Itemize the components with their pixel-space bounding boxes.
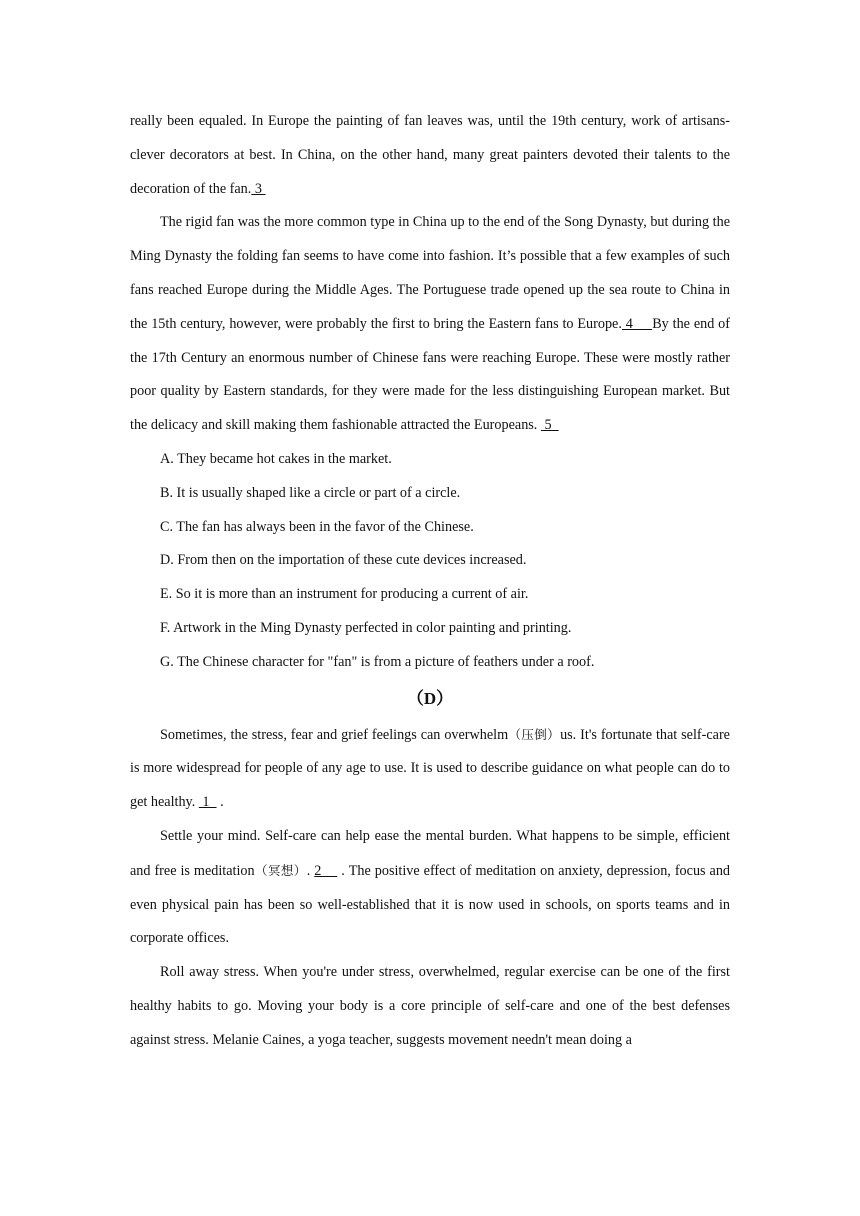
option-b: B. It is usually shaped like a circle or part of a circle. [160, 484, 461, 501]
blank-3: 3 [251, 180, 266, 197]
option-c: C. The fan has always been in the favor of the Chinese. [160, 518, 474, 535]
passage-c-paragraph-2: The rigid fan was the more common type in China up to the end of the Song Dynasty, but during the Ming Dynasty the folding fan seems to have come into fashion. It’s possible that a few examples of such fans reached Europe during the Middle Ages. The Portuguese trade opened up the sea route to China in the 15th century, however, were probably the first to bring the Eastern fans to Europe. 4 By the end of the 17th Century an enormous number of Chinese fans were reaching Europe. These were mostly rather poor quality by Eastern standards, for they were made for the less distinguishing European market. But the delicacy and skill making them fashionable attracted the Europeans. 5 [130, 214, 730, 434]
blank-1: 1 [198, 794, 217, 811]
option-a: A. They became hot cakes in the market. [160, 450, 392, 467]
section-heading-d: （D） [406, 688, 454, 708]
blank-4: 4 [621, 315, 653, 332]
option-f: F. Artwork in the Ming Dynasty perfected in color painting and printing. [160, 619, 572, 636]
option-d: D. From then on the importation of these cute devices increased. [160, 552, 527, 569]
option-g: G. The Chinese character for "fan" is from a picture of feathers under a roof. [160, 653, 595, 670]
blank-5: 5 [540, 417, 559, 434]
option-e: E. So it is more than an instrument for producing a current of air. [160, 586, 529, 603]
blank-2: 2 [314, 862, 338, 879]
passage-d-paragraph-1: Sometimes, the stress, fear and grief feelings can overwhelm（压倒）us. It's fortunate that self-care is more widespread for people of any age to use. It is used to describe guidance on what people can do to get healthy. 1 . [130, 726, 730, 811]
passage-c-paragraph-1: really been equaled. In Europe the painting of fan leaves was, until the 19th century, work of artisans-clever decorators at best. In China, on the other hand, many great painters devoted their talents to the decoration of the fan. 3 [130, 113, 730, 197]
passage-d-paragraph-2: Settle your mind. Self-care can help ease the mental burden. What happens to be simple, efficient and free is meditation（冥想）. 2 . The positive effect of meditation on anxiety, depression, focus and even physical pain has been so well-established that it is now used in schools, on sports teams and in corporate offices. [130, 827, 734, 947]
passage-d-paragraph-3: Roll away stress. When you're under stress, overwhelmed, regular exercise can be one of the first healthy habits to go. Moving your body is a core principle of self-care and one of the best defenses against stress. Melanie Caines, a yoga teacher, suggests movement needn't mean doing a [130, 964, 730, 1048]
chinese-gloss: （压倒） [508, 726, 561, 742]
chinese-gloss: （冥想） [254, 862, 307, 878]
page-content [130, 105, 734, 1058]
